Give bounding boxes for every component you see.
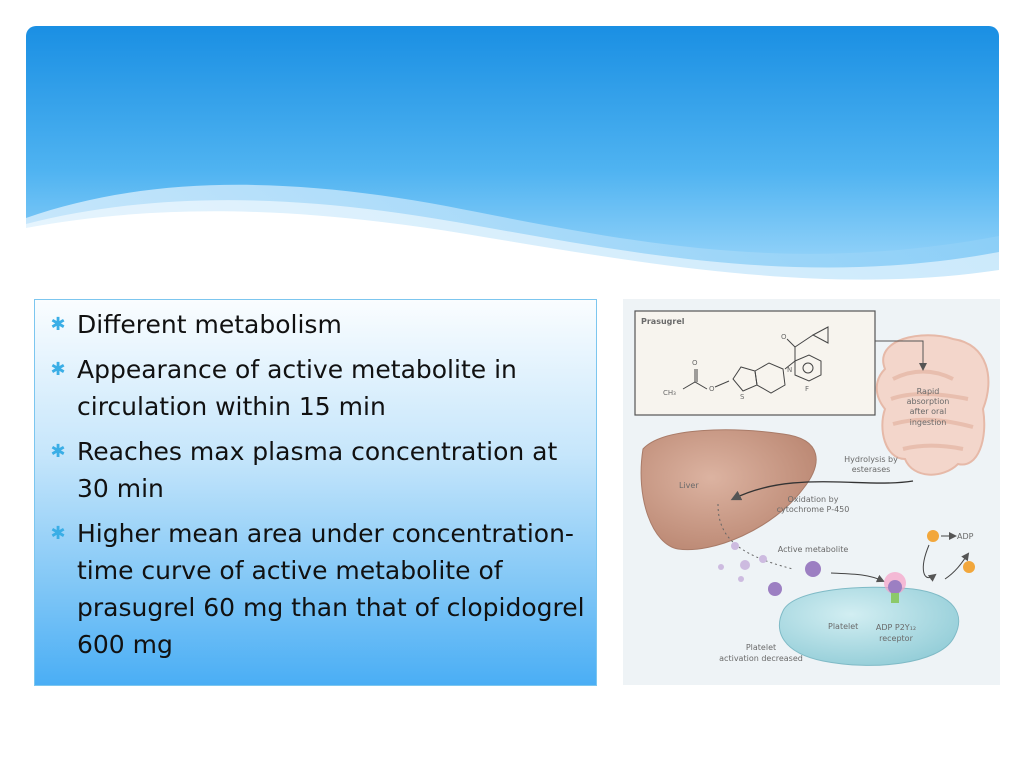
svg-text:Hydrolysis by: Hydrolysis by — [844, 455, 898, 464]
bullet-item — [45, 351, 588, 425]
bullet-text: Appearance of active metabolite in circulation within 15 min — [77, 355, 517, 421]
bullet-text: Higher mean area under concentration-time curve of active metabolite of prasugrel 60 mg than that of clopidogrel 600 mg — [77, 519, 585, 659]
bullet-item — [45, 433, 588, 507]
oxidation-label — [777, 495, 850, 514]
active-metabolite-icon — [805, 561, 821, 577]
svg-text:O: O — [709, 385, 715, 393]
liver-label: Liver — [679, 481, 699, 490]
asterisk-icon: ✱ — [50, 441, 66, 462]
binding-arrow — [831, 573, 883, 581]
asterisk-icon: ✱ — [50, 523, 66, 544]
svg-text:ingestion: ingestion — [909, 418, 947, 427]
svg-text:N: N — [787, 366, 793, 374]
header-banner — [26, 26, 999, 288]
adp-label: ADP — [957, 532, 974, 541]
svg-text:cytochrome P-450: cytochrome P-450 — [776, 505, 850, 514]
hydrolysis-label — [844, 455, 898, 474]
active-metabolite-label: Active metabolite — [777, 545, 849, 554]
liver-illustration — [641, 430, 816, 550]
svg-text:Rapid: Rapid — [916, 387, 940, 396]
svg-text:absorption: absorption — [906, 397, 950, 406]
bullet-item — [45, 306, 588, 343]
metabolite-molecule-icon — [768, 582, 782, 596]
svg-text:esterases: esterases — [851, 465, 891, 474]
bullet-text-box — [34, 299, 597, 686]
bullet-list — [45, 306, 588, 663]
svg-text:activation decreased: activation decreased — [719, 654, 803, 663]
platelet-illustration — [779, 587, 958, 665]
svg-text:S: S — [740, 393, 745, 401]
bullet-text: Reaches max plasma concentration at 30 min — [77, 437, 558, 503]
bullet-text: Different metabolism — [77, 310, 342, 339]
asterisk-icon: ✱ — [50, 359, 66, 380]
svg-text:ADP P2Y₁₂: ADP P2Y₁₂ — [875, 623, 917, 632]
svg-text:receptor: receptor — [879, 634, 913, 643]
asterisk-icon: ✱ — [50, 314, 66, 335]
svg-text:Oxidation by: Oxidation by — [787, 495, 839, 504]
svg-text:Platelet: Platelet — [745, 643, 777, 652]
bullet-item — [45, 515, 588, 663]
header-wave-graphic — [26, 26, 999, 288]
metabolite-dots — [718, 542, 767, 582]
platelet-label: Platelet — [828, 622, 859, 631]
svg-text:CH₃: CH₃ — [663, 389, 676, 397]
structure-box — [635, 311, 875, 415]
prasugrel-mechanism-figure — [623, 299, 1000, 685]
svg-text:O: O — [781, 333, 787, 341]
svg-text:after oral: after oral — [909, 407, 947, 416]
svg-text:O: O — [692, 359, 698, 367]
svg-text:F: F — [805, 385, 810, 393]
drug-label: Prasugrel — [641, 317, 685, 326]
mechanism-diagram — [623, 299, 1000, 685]
